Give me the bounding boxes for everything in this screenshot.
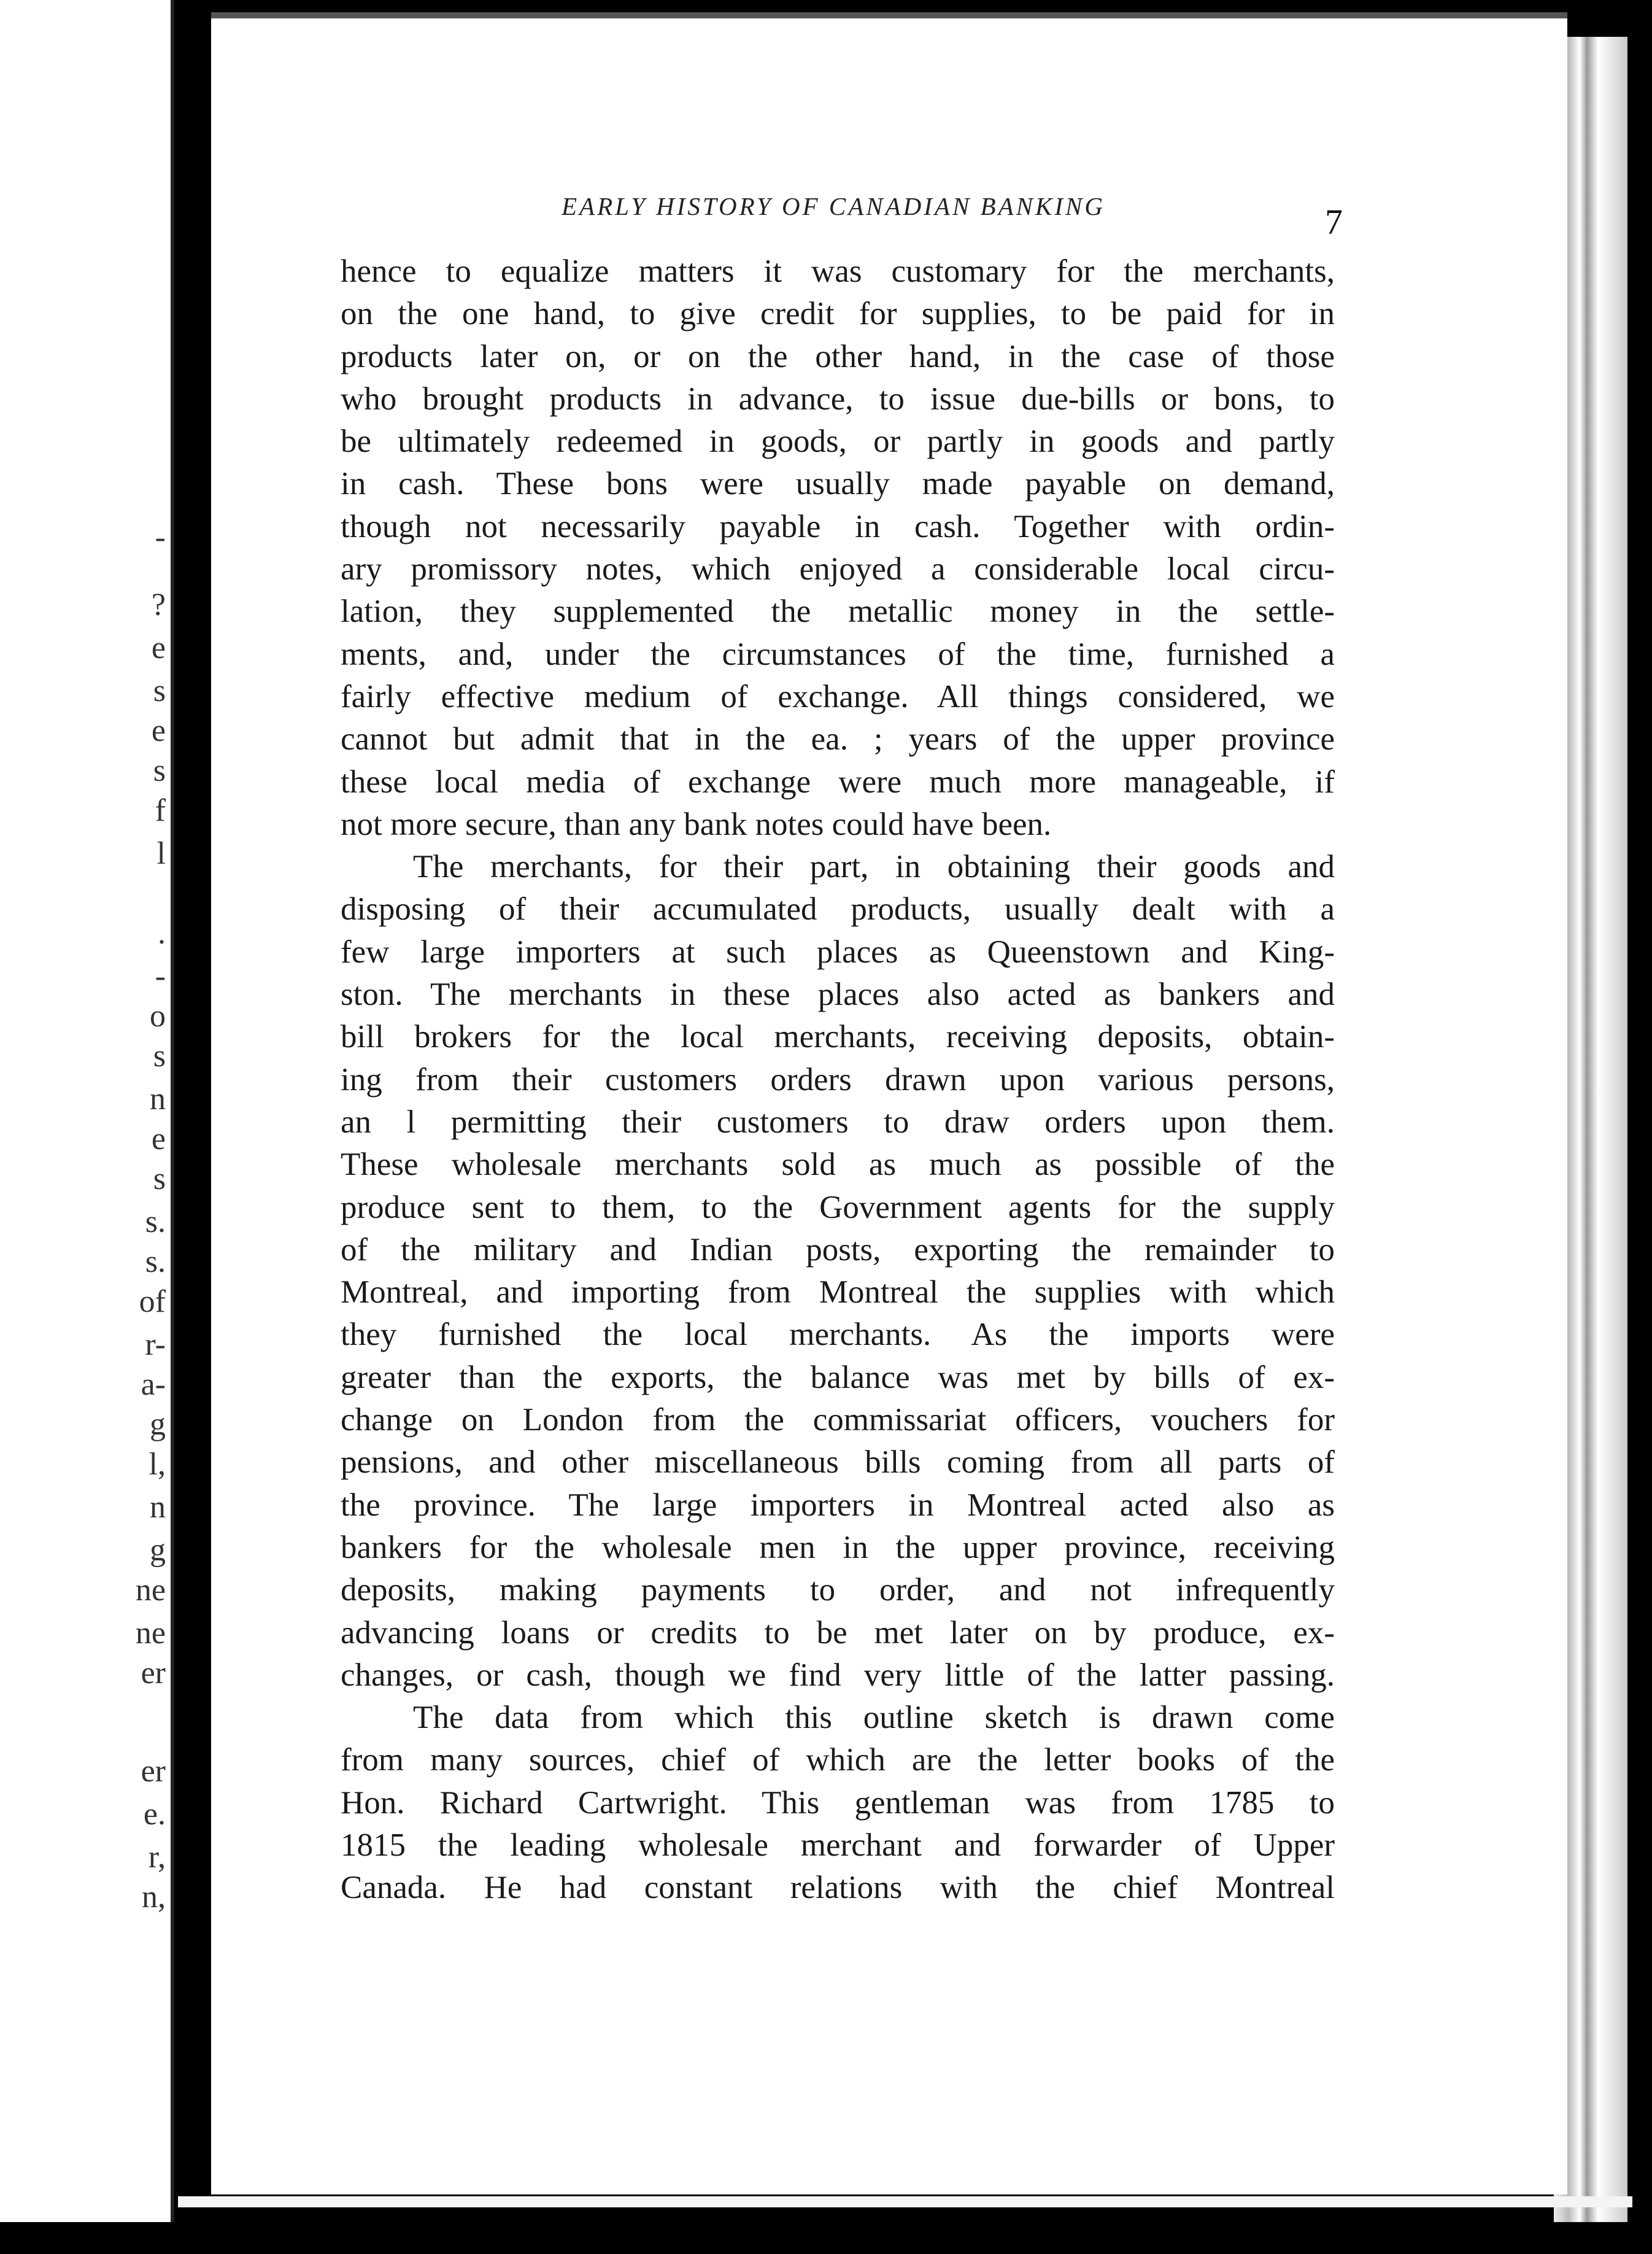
left-page-margin-text	[135, 0, 167, 2222]
page-number: 7	[1325, 202, 1343, 242]
text-line: Canada. He had constant relations with the chief Montreal	[341, 1870, 1335, 1906]
left-page-char: .	[158, 916, 166, 951]
left-page-char: ne	[135, 1616, 166, 1651]
left-page-char: er	[141, 1656, 166, 1690]
left-page-char: er	[141, 1754, 166, 1789]
left-page-char: -	[155, 520, 166, 555]
left-page-char: ne	[135, 1573, 166, 1608]
body-text	[341, 250, 1335, 1910]
text-line: ary promissory notes, which enjoyed a considerable local circu-	[341, 551, 1335, 587]
page-bottom-edge	[178, 2196, 1632, 2207]
left-page-char: e	[151, 713, 166, 748]
text-line: an l permitting their customers to draw orders upon them.	[341, 1104, 1335, 1140]
text-line: The merchants, for their part, in obtaining their goods and	[413, 849, 1335, 885]
left-page-char: of	[139, 1284, 166, 1319]
left-page-char: a-	[141, 1367, 166, 1402]
text-line: ston. The merchants in these places also acted as bankers and	[341, 977, 1335, 1013]
text-line: few large importers at such places as Queenstown and King-	[341, 934, 1335, 970]
text-line: cannot but admit that in the ea. ; years of the upper province	[341, 721, 1335, 757]
left-page-char: s.	[145, 1244, 166, 1279]
text-line: in cash. These bons were usually made payable on demand,	[341, 466, 1335, 502]
text-line: bankers for the wholesale men in the upper province, receiving	[341, 1529, 1335, 1565]
left-page-char: g	[150, 1407, 166, 1442]
text-line: pensions, and other miscellaneous bills coming from all parts of	[341, 1444, 1335, 1481]
left-page-char: l	[156, 836, 166, 871]
left-page-char: -	[155, 959, 166, 994]
left-page-char: l,	[149, 1447, 166, 1482]
text-line: 1815 the leading wholesale merchant and forwarder of Upper	[341, 1827, 1335, 1863]
text-line: the province. The large importers in Montreal acted also as	[341, 1487, 1335, 1523]
text-line: who brought products in advance, to issue due-bills or bons, to	[341, 381, 1335, 417]
left-page-char: e.	[143, 1797, 166, 1832]
left-page-char: n	[150, 1082, 166, 1117]
text-line: change on London from the commissariat officers, vouchers for	[341, 1402, 1335, 1438]
left-page-fragment	[0, 0, 174, 2222]
left-page-char: ?	[151, 587, 166, 622]
text-line: of the military and Indian posts, exporting the remainder to	[341, 1231, 1335, 1268]
left-page-char: s	[153, 1039, 166, 1074]
text-line: disposing of their accumulated products, usually dealt with a	[341, 891, 1335, 928]
left-page-char: n	[150, 1490, 166, 1525]
left-page-char: s	[153, 673, 166, 708]
text-line: bill brokers for the local merchants, receiving deposits, obtain-	[341, 1019, 1335, 1055]
left-page-char: g	[150, 1533, 166, 1568]
text-line: Montreal, and importing from Montreal the supplies with which	[341, 1274, 1335, 1311]
text-line: Hon. Richard Cartwright. This gentleman was from 1785 to	[341, 1784, 1335, 1821]
text-line: produce sent to them, to the Government agents for the supply	[341, 1189, 1335, 1225]
left-page-char: n,	[142, 1880, 166, 1915]
text-line: products later on, or on the other hand, in the case of those	[341, 338, 1335, 374]
text-line: changes, or cash, though we find very little of the latter passing.	[341, 1657, 1335, 1693]
text-line: lation, they supplemented the metallic money in the settle-	[341, 594, 1335, 630]
text-line: be ultimately redeemed in goods, or partly in goods and partly	[341, 424, 1335, 460]
text-line: on the one hand, to give credit for supplies, to be paid for in	[341, 296, 1335, 332]
running-head: EARLY HISTORY OF CANADIAN BANKING	[562, 192, 1105, 220]
text-line: The data from which this outline sketch is drawn come	[413, 1700, 1335, 1736]
text-line: ments, and, under the circumstances of the time, furnished a	[341, 636, 1335, 672]
text-line: greater than the exports, the balance was met by bills of ex-	[341, 1359, 1335, 1395]
left-page-char: f	[155, 793, 166, 828]
text-line: fairly effective medium of exchange. All things considered, we	[341, 678, 1335, 715]
text-line: ing from their customers orders drawn upon various persons,	[341, 1061, 1335, 1098]
text-line: though not necessarily payable in cash. Together with ordin-	[341, 508, 1335, 544]
text-line: they furnished the local merchants. As the imports were	[341, 1317, 1335, 1353]
left-page-char: r,	[148, 1840, 166, 1875]
left-page-char: s	[153, 1161, 166, 1196]
left-page-char: e	[151, 630, 166, 665]
left-page-char: o	[150, 999, 166, 1034]
text-line: from many sources, chief of which are the letter books of the	[341, 1742, 1335, 1778]
text-line: deposits, making payments to order, and not infrequently	[341, 1572, 1335, 1608]
text-line: not more secure, than any bank notes could have been.	[341, 806, 1052, 842]
text-line: these local media of exchange were much more manageable, if	[341, 764, 1335, 800]
text-line: These wholesale merchants sold as much as possible of the	[341, 1147, 1335, 1183]
left-page-char: r-	[145, 1327, 166, 1362]
text-line: advancing loans or credits to be met later on by produce, ex-	[341, 1614, 1335, 1651]
left-page-char: s	[153, 753, 166, 788]
left-page-char: e	[151, 1121, 166, 1156]
left-page-char: s.	[145, 1204, 166, 1239]
text-line: hence to equalize matters it was customary for the merchants,	[341, 254, 1335, 289]
